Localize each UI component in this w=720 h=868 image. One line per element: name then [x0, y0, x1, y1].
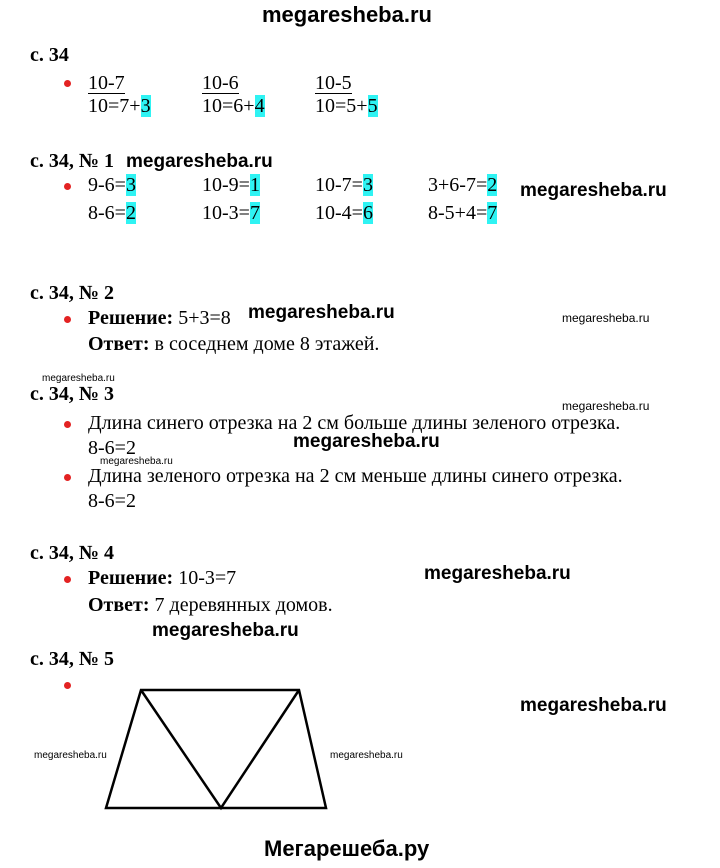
watermark: megaresheba.ru [248, 302, 395, 323]
section-title: с. 34, № 2 [30, 282, 114, 304]
inner-lines [141, 690, 299, 808]
watermark: megaresheba.ru [424, 563, 571, 584]
trapezoid-outline [106, 690, 326, 808]
section-title: с. 34, № 4 [30, 542, 114, 564]
bullet [64, 316, 71, 323]
expression: 3+6-7=2 [428, 174, 498, 196]
watermark: megaresheba.ru [330, 750, 403, 761]
answer-line: Ответ: 7 деревянных домов. [88, 594, 333, 616]
bullet [64, 576, 71, 583]
statement: Длина зеленого отрезка на 2 см меньше длины синего отрезка. [88, 465, 623, 487]
expression: 8-5+4=7 [428, 202, 498, 224]
section-title: с. 34, № 5 [30, 648, 114, 670]
watermark: megaresheba.ru [42, 373, 115, 384]
bullet [64, 421, 71, 428]
solution-line: Решение: 10-3=7 [88, 567, 237, 589]
expression: 10-4=6 [315, 202, 373, 224]
bullet [64, 80, 71, 87]
watermark: megaresheba.ru [520, 180, 667, 201]
watermark: megaresheba.ru [293, 431, 440, 452]
site-header: megaresheba.ru [262, 2, 432, 27]
decomposition-2: $\frac{10-6}{10=6+4}$ [202, 72, 265, 117]
decomposition-3: $\frac{10-5}{10=5+5}$ [315, 72, 378, 117]
bullet [64, 474, 71, 481]
bullet [64, 183, 71, 190]
section-title: с. 34, № 1 [30, 150, 114, 172]
watermark: megaresheba.ru [562, 399, 650, 413]
expression: 10-9=1 [202, 174, 260, 196]
trapezoid-figure [100, 685, 340, 815]
solution-line: Решение: 5+3=8 [88, 307, 231, 329]
watermark: megaresheba.ru [562, 311, 650, 325]
watermark: megaresheba.ru [520, 695, 667, 716]
bullet [64, 682, 71, 689]
watermark: megaresheba.ru [152, 620, 299, 641]
expression: 10-3=7 [202, 202, 260, 224]
answer-line: Ответ: в соседнем доме 8 этажей. [88, 333, 380, 355]
expression: 10-7=3 [315, 174, 373, 196]
expression: 8-6=2 [88, 437, 136, 459]
section-title: с. 34 [30, 44, 69, 66]
section-title: с. 34, № 3 [30, 383, 114, 405]
decomposition-1: $\frac{10-7}{10=7+3}$ [88, 72, 151, 117]
site-footer: Мегарешеба.ру [264, 836, 430, 861]
watermark: megaresheba.ru [100, 456, 173, 467]
watermark: megaresheba.ru [34, 750, 107, 761]
expression: 9-6=3 [88, 174, 136, 196]
statement: Длина синего отрезка на 2 см больше длины зеленого отрезка. [88, 412, 621, 434]
watermark: megaresheba.ru [126, 151, 273, 172]
expression: 8-6=2 [88, 202, 136, 224]
expression: 8-6=2 [88, 490, 136, 512]
